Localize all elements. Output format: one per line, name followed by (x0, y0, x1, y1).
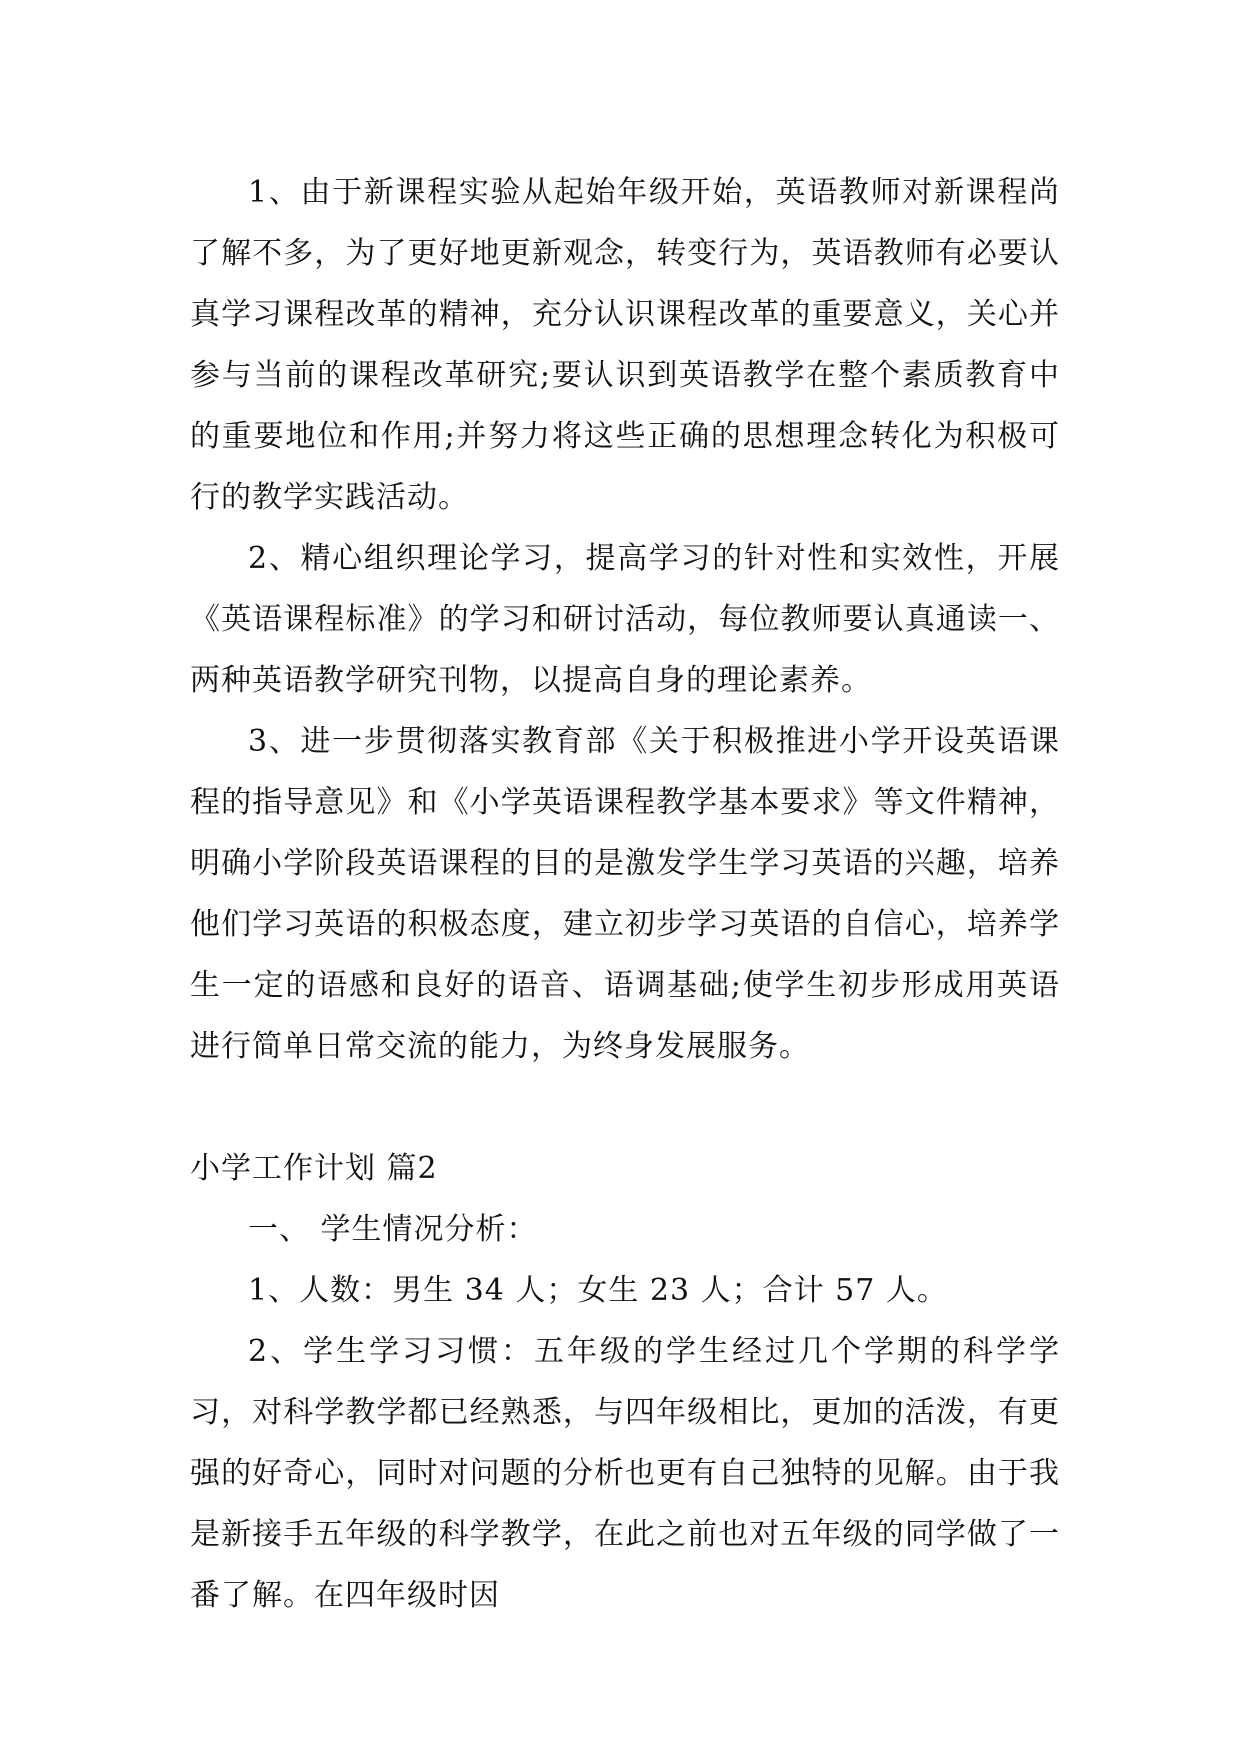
paragraph-2: 2、精心组织理论学习，提高学习的针对性和实效性，开展《英语课程标准》的学习和研讨活动，每位教师要认真通读一、两种英语教学研究刊物，以提高自身的理论素养。 (190, 541, 1060, 698)
student-count-item: 1、人数：男生 34 人；女生 23 人；合计 57 人。 (248, 1273, 948, 1308)
paragraph-3: 3、进一步贯彻落实教育部《关于积极推进小学开设英语课程的指导意见》和《小学英语课程教学基本要求》等文件精神，明确小学阶段英语课程的目的是激发学生学习英语的兴趣，培养他们学习英语的积极态度，建立初步学习英语的自信心，培养学生一定的语感和良好的语音、语调基础;使学生初步形成用英语进行简单日常交流的能力，为终身发展服务。 (190, 724, 1060, 1064)
paragraph-1: 1、由于新课程实验从起始年级开始，英语教师对新课程尚了解不多，为了更好地更新观念，转变行为，英语教师有必要认真学习课程改革的精神，充分认识课程改革的重要意义，关心并参与当前的课程改革研究;要认识到英语教学在整个素质教育中的重要地位和作用;并努力将这些正确的思想理念转化为积极可行的教学实践活动。 (190, 175, 1060, 515)
section-heading: 小学工作计划 篇2 (190, 1151, 438, 1186)
document-body (190, 162, 1060, 1626)
study-habits-paragraph: 2、学生学习习惯：五年级的学生经过几个学期的科学学习，对科学教学都已经熟悉，与四年级相比，更加的活泼，有更强的好奇心，同时对问题的分析也更有自己独特的见解。由于我是新接手五年级的科学教学，在此之前也对五年级的同学做了一番了解。在四年级时因 (190, 1334, 1060, 1613)
subsection-heading: 一、 学生情况分析： (248, 1212, 538, 1247)
